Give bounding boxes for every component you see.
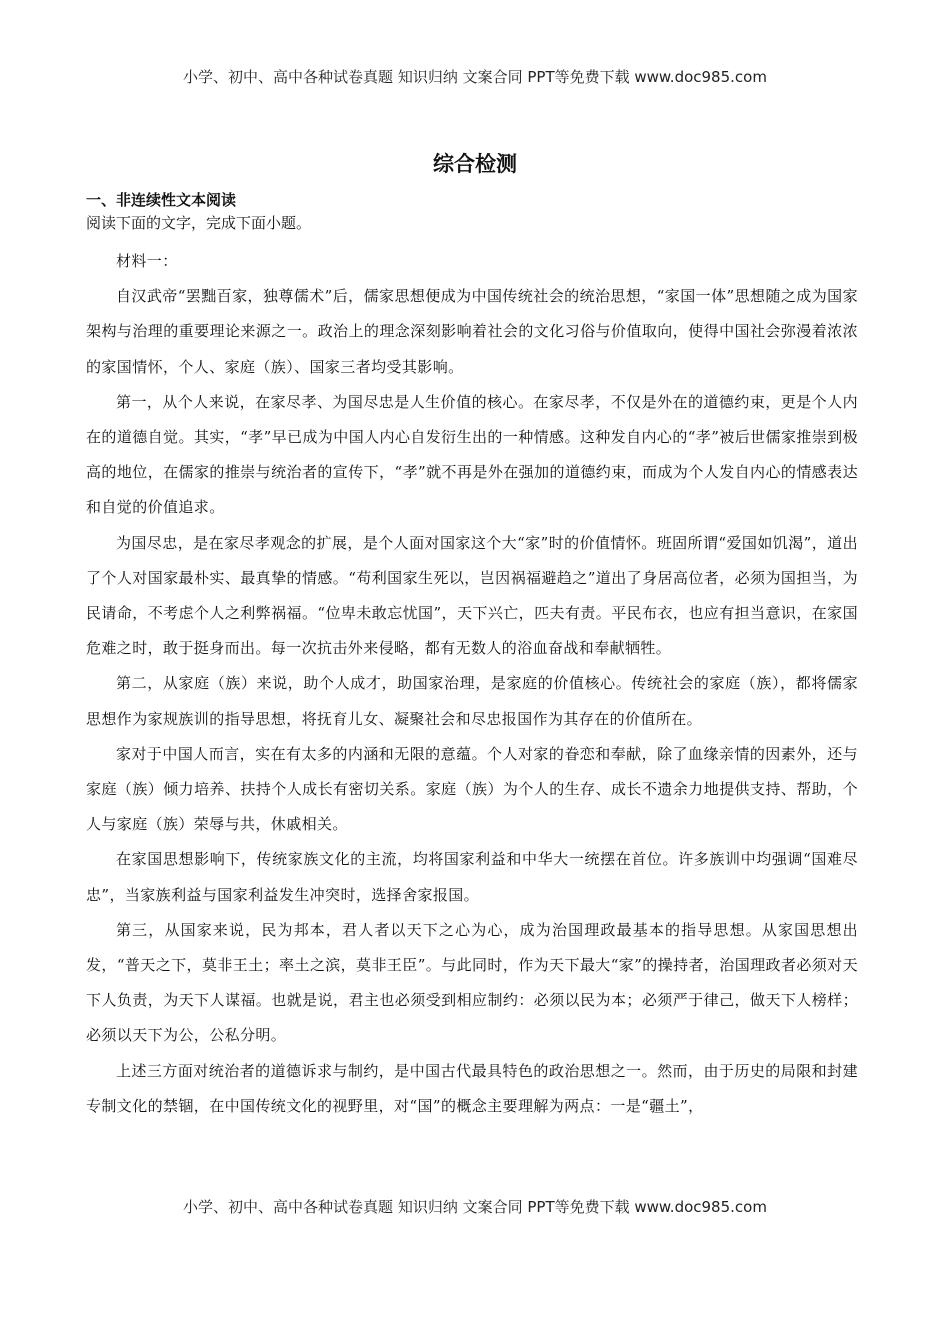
- section-heading: 一、非连续性文本阅读: [86, 191, 237, 209]
- instruction-text: 阅读下面的文字，完成下面小题。: [86, 214, 312, 232]
- paragraph: 第三，从国家来说，民为邦本，君人者以天下之心为心，成为治国理政最基本的指导思想。从家国思想出发，“普天之下，莫非王土；率土之滨，莫非王臣”。与此同时，作为天下最大“家”的操持者，治国理政者必须对天下人负责，为天下人谋福。也就是说，君主也必须受到相应制约：必须以民为本；必须严于律己，做天下人榜样；必须以天下为公，公私分明。: [86, 920, 858, 1045]
- page-footer: 小学、初中、高中各种试卷真题 知识归纳 文案合同 PPT等免费下载 www.doc985.com: [183, 1198, 767, 1216]
- paragraph: 在家国思想影响下，传统家族文化的主流，均将国家利益和中华大一统摆在首位。许多族训中均强调“国难尽忠”，当家族利益与国家利益发生冲突时，选择舍家报国。: [86, 850, 858, 904]
- paragraph: 上述三方面对统治者的道德诉求与制约，是中国古代最具特色的政治思想之一。然而，由于历史的局限和封建专制文化的禁锢，在中国传统文化的视野里，对“国”的概念主要理解为两点：一是“疆土”，: [86, 1061, 858, 1115]
- paragraph: 自汉武帝“罢黜百家，独尊儒术”后，儒家思想便成为中国传统社会的统治思想，“家国一体”思想随之成为国家架构与治理的重要理论来源之一。政治上的理念深刻影响着社会的文化习俗与价值取向，使得中国社会弥漫着浓浓的家国情怀，个人、家庭（族）、国家三者均受其影响。: [86, 287, 858, 376]
- paragraph: 家对于中国人而言，实在有太多的内涵和无限的意蕴。个人对家的眷恋和奉献，除了血缘亲情的因素外，还与家庭（族）倾力培养、扶持个人成长有密切关系。家庭（族）为个人的生存、成长不遗余力地提供支持、帮助，个人与家庭（族）荣辱与共，休戚相关。: [86, 744, 858, 834]
- page-header: 小学、初中、高中各种试卷真题 知识归纳 文案合同 PPT等免费下载 www.doc985.com: [183, 68, 767, 86]
- page-title: 综合检测: [433, 152, 517, 176]
- paragraph: 为国尽忠，是在家尽孝观念的扩展，是个人面对国家这个大“家”时的价值情怀。班固所谓“爱国如饥渴”，道出了个人对国家最朴实、最真挚的情感。“苟利国家生死以，岂因祸福避趋之”道出了身居高位者，必须为国担当，为民请命，不考虑个人之利弊祸福。“位卑未敢忘忧国”，天下兴亡，匹夫有责。平民布衣，也应有担当意识，在家国危难之时，敢于挺身而出。每一次抗击外来侵略，都有无数人的浴血奋战和奉献牺牲。: [86, 533, 858, 658]
- paragraph: 第一，从个人来说，在家尽孝、为国尽忠是人生价值的核心。在家尽孝，不仅是外在的道德约束，更是个人内在的道德自觉。其实，“孝”早已成为中国人内心自发衍生出的一种情感。这种发自内心的“孝”被后世儒家推崇到极高的地位，在儒家的推崇与统治者的宣传下，“孝”就不再是外在强加的道德约束，而成为个人发自内心的情感表达和自觉的价值追求。: [86, 392, 858, 517]
- passage-body: [86, 244, 858, 1124]
- paragraph: 第二，从家庭（族）来说，助个人成才，助国家治理，是家庭的价值核心。传统社会的家庭（族），都将儒家思想作为家规族训的指导思想，将抚育儿女、凝聚社会和尽忠报国作为其存在的价值所在。: [86, 674, 858, 728]
- paragraph: 材料一：: [116, 252, 178, 270]
